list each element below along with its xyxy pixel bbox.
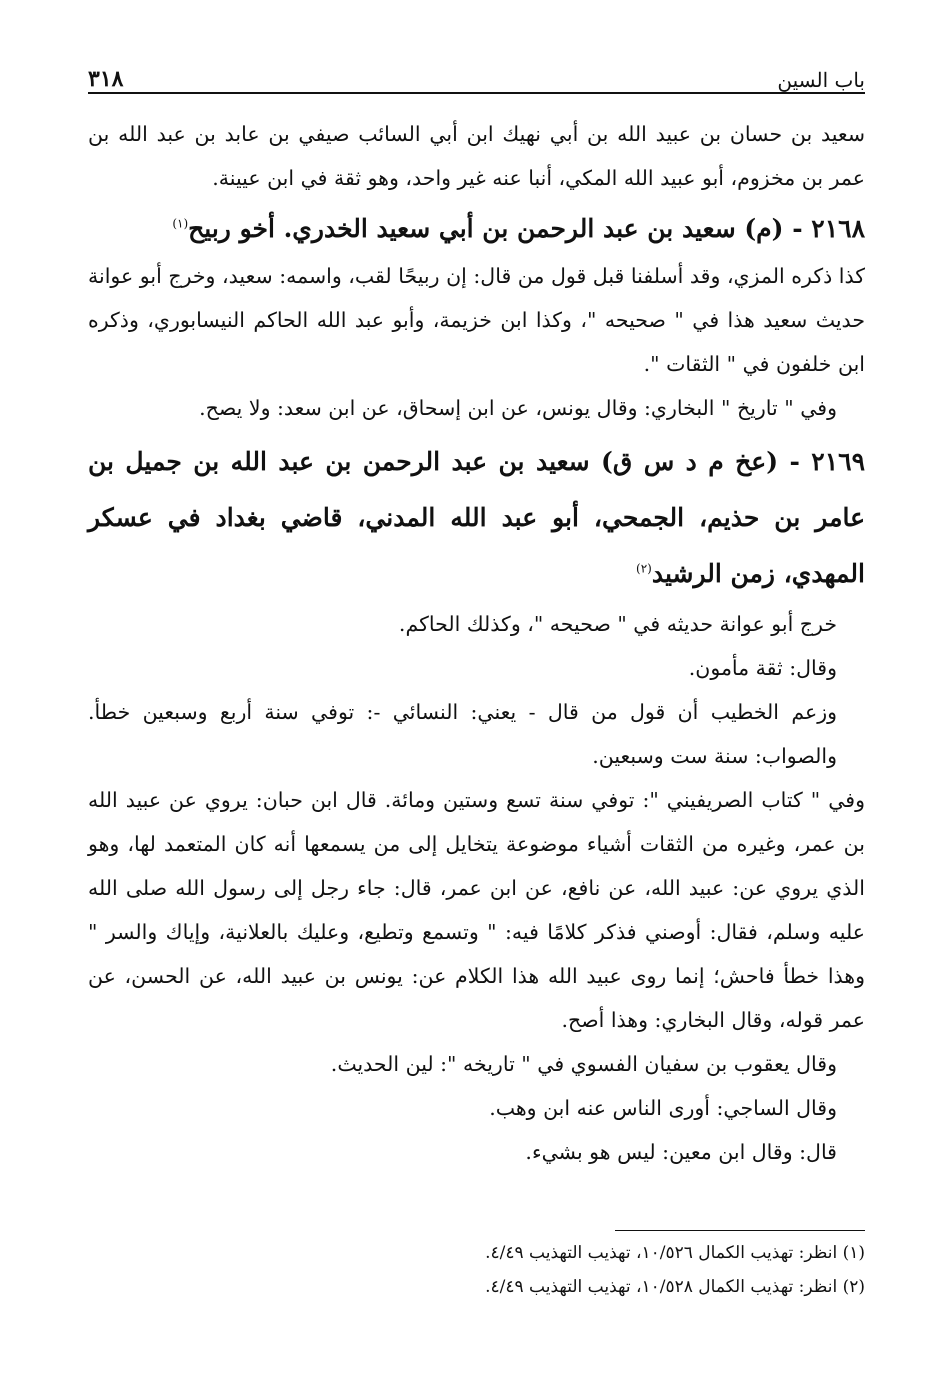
footnotes: [88, 1236, 865, 1304]
running-header: [88, 54, 865, 90]
entry-heading-2169: [88, 434, 865, 602]
entry-2169-line-7: قال: وقال ابن معين: ليس هو بشيء.: [525, 1140, 837, 1164]
entry-2169-paragraph-3: وزعم الخطيب أن قول من قال - يعني: النسائي -: توفي سنة أربع وسبعين خطأ. والصواب: سنة ست وسبعين.: [88, 700, 837, 768]
entry-2169-line-1: خرج أبو عوانة حديثه في " صحيحه "، وكذلك الحاكم.: [398, 612, 837, 636]
footnote-rule: [615, 1230, 865, 1231]
main-text: [88, 112, 865, 1174]
entry-heading-text: ٢١٦٩ - (عخ م د س ق) سعيد بن عبد الرحمن بن عبد الله بن جميل بن عامر بن حذيم، الجمحي، أبو عبد الله المدني، قاضي بغداد في عسكر المهدي، زمن الرشيد: [88, 447, 865, 588]
entry-2169-line-2: وقال: ثقة مأمون.: [688, 656, 837, 680]
footnote-marker-1: (١): [172, 216, 189, 231]
header-rule: [88, 92, 865, 94]
intro-paragraph: سعيد بن حسان بن عبيد الله بن أبي نهيك ابن أبي السائب صيفي بن عابد بن عبد الله بن عمر بن مخزوم، أبو عبيد الله المكي، أنبا عنه غير واحد، وهو ثقة في ابن عيينة.: [88, 122, 865, 190]
footnote-2: (٢) انظر: تهذيب الكمال ١٠/٥٢٨، تهذيب التهذيب ٤/٤٩.: [485, 1277, 865, 1297]
entry-2169-paragraph-4: وفي " كتاب الصريفيني ": توفي سنة تسع وستين ومائة. قال ابن حبان: يروي عن عبيد الله بن عمر، وغيره من الثقات أشياء موضوعة يتخايل إلى من يسمعها أنه كان المتعمد لها، وهو الذي يروي عن: عبيد الله، عن نافع، عن ابن عمر، قال: جاء رجل إلى رسول الله صلى الله عليه وسلم، فقال: أوصني فذكر كلامًا فيه: " وتسمع وتطيع، وعليك بالعلانية، وإياك والسر " وهذا خطأ فاحش؛ إنما روى عبيد الله هذا الكلام عن: يونس بن عبيد الله، عن الحسن، عن عمر قوله، وقال البخاري: وهذا أصح.: [88, 788, 865, 1032]
entry-heading-text: ٢١٦٨ - (م) سعيد بن عبد الرحمن بن أبي سعيد الخدري. أخو ربيح: [188, 214, 865, 243]
footnote-marker-2: (٢): [636, 561, 652, 576]
entry-2169-line-6: وقال الساجي: أورى الناس عنه ابن وهب.: [489, 1096, 837, 1120]
chapter-title: باب السين: [777, 68, 865, 92]
entry-2168-paragraph-1: كذا ذكره المزي، وقد أسلفنا قبل قول من قال: إن ربيحًا لقب، واسمه: سعيد، وخرج أبو عوانة حديث سعيد هذا في " صحيحه "، وكذا ابن خزيمة، وأبو عبد الله الحاكم النيسابوري، وذكره ابن خلفون في " الثقات ".: [88, 264, 865, 376]
entry-2168-paragraph-2: وفي " تاريخ " البخاري: وقال يونس، عن ابن إسحاق، عن ابن سعد: ولا يصح.: [199, 396, 837, 420]
footnote-1: (١) انظر: تهذيب الكمال ١٠/٥٢٦، تهذيب التهذيب ٤/٤٩.: [485, 1243, 865, 1263]
page-number: ٣١٨: [88, 66, 124, 92]
entry-heading-2168: [88, 204, 865, 254]
entry-2169-line-5: وقال يعقوب بن سفيان الفسوي في " تاريخه ": لين الحديث.: [330, 1052, 837, 1076]
